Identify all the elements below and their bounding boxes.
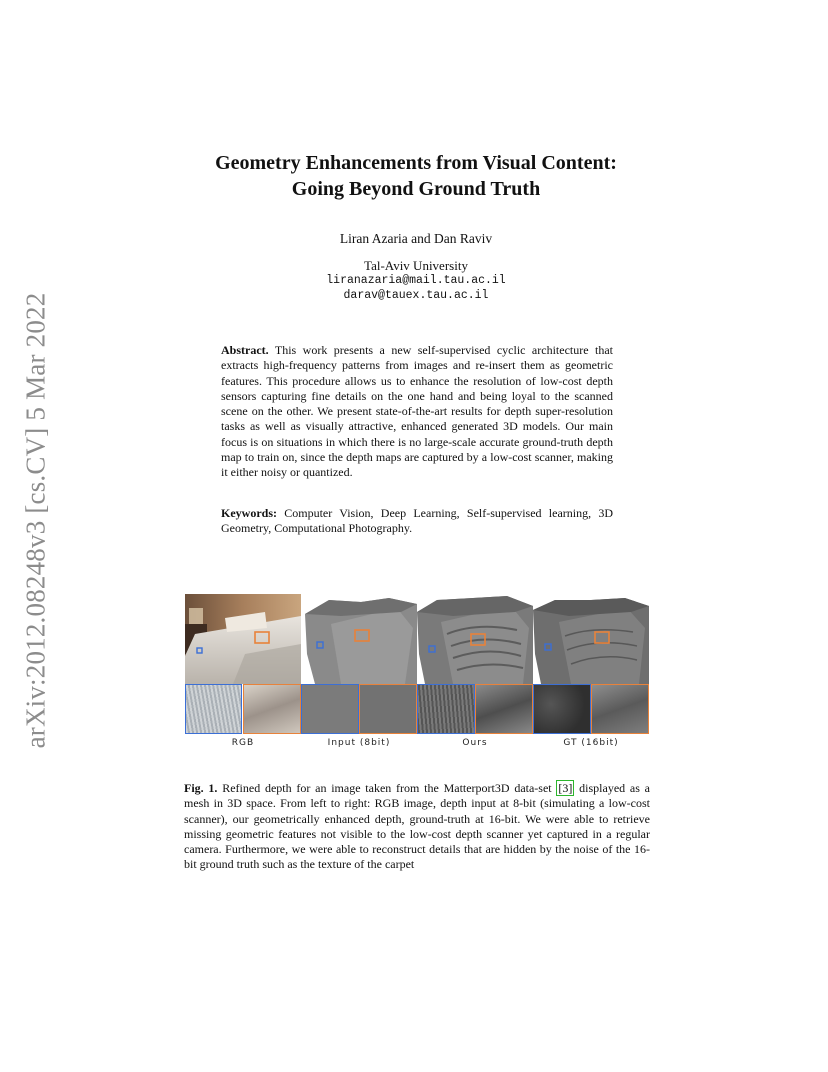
email-1[interactable]: liranazaria@mail.tau.ac.il xyxy=(326,274,506,287)
input-zoom-blue xyxy=(301,684,359,734)
arxiv-id: arXiv:2012.08248v3 [cs.CV] 5 Mar 2022 xyxy=(20,292,51,748)
figure-panel-labels xyxy=(185,738,649,752)
label-input: Input (8bit) xyxy=(327,738,391,748)
label-rgb: RGB xyxy=(231,738,255,748)
ours-panel xyxy=(417,594,533,684)
input-mesh-render xyxy=(301,594,417,684)
keywords-label: Keywords: xyxy=(221,506,277,520)
input-zoom-orange xyxy=(359,684,417,734)
paper-title xyxy=(150,150,682,202)
rgb-image-panel xyxy=(185,594,301,684)
abstract-label: Abstract. xyxy=(221,343,269,357)
ours-zoom-orange xyxy=(475,684,533,734)
gt-zoom-blue xyxy=(533,684,591,734)
keywords-text: Computer Vision, Deep Learning, Self-supervised learning, 3D Geometry, Computational Photography. xyxy=(221,506,614,536)
caption-text-2: displayed as a mesh in 3D space. From left to right: RGB image, depth input at 8-bit (simulating a low-cost scanner), our geometrically enhanced depth, ground-truth at 16-bit. We were able to retrieve missing geometric features not visible to the low-cost depth scanner yet captured in a regular camera. Furthermore, we were able to reconstruct details that are hidden by the noise of the 16-bit ground truth such as the texture of the carpet xyxy=(184,781,651,872)
label-ours: Ours xyxy=(462,738,488,748)
gt-zoom-orange xyxy=(591,684,649,734)
abstract-text: This work presents a new self-supervised cyclic architecture that extracts high-frequency patterns from images and re-insert them as geometric features. This procedure allows us to enhance the resolution of low-cost depth sensors capturing fine details on the one hand and being loyal to the scanned scene on the other. We present state-of-the-art results for depth super-resolution tasks as well as visually attractive, enhanced generated 3D models. Our main focus is on situations in which there is no large-scale accurate ground-truth depth map to train on, since the depth maps are captured by a low-cost scanner, making it either noisy or quantized. xyxy=(221,343,613,480)
rgb-bedroom-image xyxy=(185,594,301,684)
input-8bit-panel xyxy=(301,594,417,684)
caption-label: Fig. 1. xyxy=(184,781,218,795)
citation-link[interactable]: [3] xyxy=(558,781,573,795)
gt-mesh-render xyxy=(533,594,649,684)
label-gt: GT (16bit) xyxy=(563,738,619,748)
affiliation-block xyxy=(150,258,682,303)
rgb-zoom-blue xyxy=(185,684,242,734)
arxiv-watermark xyxy=(8,290,64,750)
title-line-2: Going Beyond Ground Truth xyxy=(291,178,541,200)
figure-caption xyxy=(184,781,650,873)
title-line-1: Geometry Enhancements from Visual Content: xyxy=(215,152,617,174)
gt-16bit-panel xyxy=(533,594,649,684)
ours-zoom-blue xyxy=(417,684,475,734)
figure-1 xyxy=(185,594,649,736)
affiliation: Tal-Aviv University xyxy=(364,258,468,273)
ours-mesh-render xyxy=(417,594,533,684)
caption-text-1: Refined depth for an image taken from the Matterport3D data-set xyxy=(222,781,552,795)
authors: Liran Azaria and Dan Raviv xyxy=(339,231,493,246)
rgb-zoom-orange xyxy=(243,684,301,734)
email-2[interactable]: darav@tauex.tau.ac.il xyxy=(343,289,489,302)
abstract xyxy=(221,343,613,481)
keywords xyxy=(221,506,613,537)
